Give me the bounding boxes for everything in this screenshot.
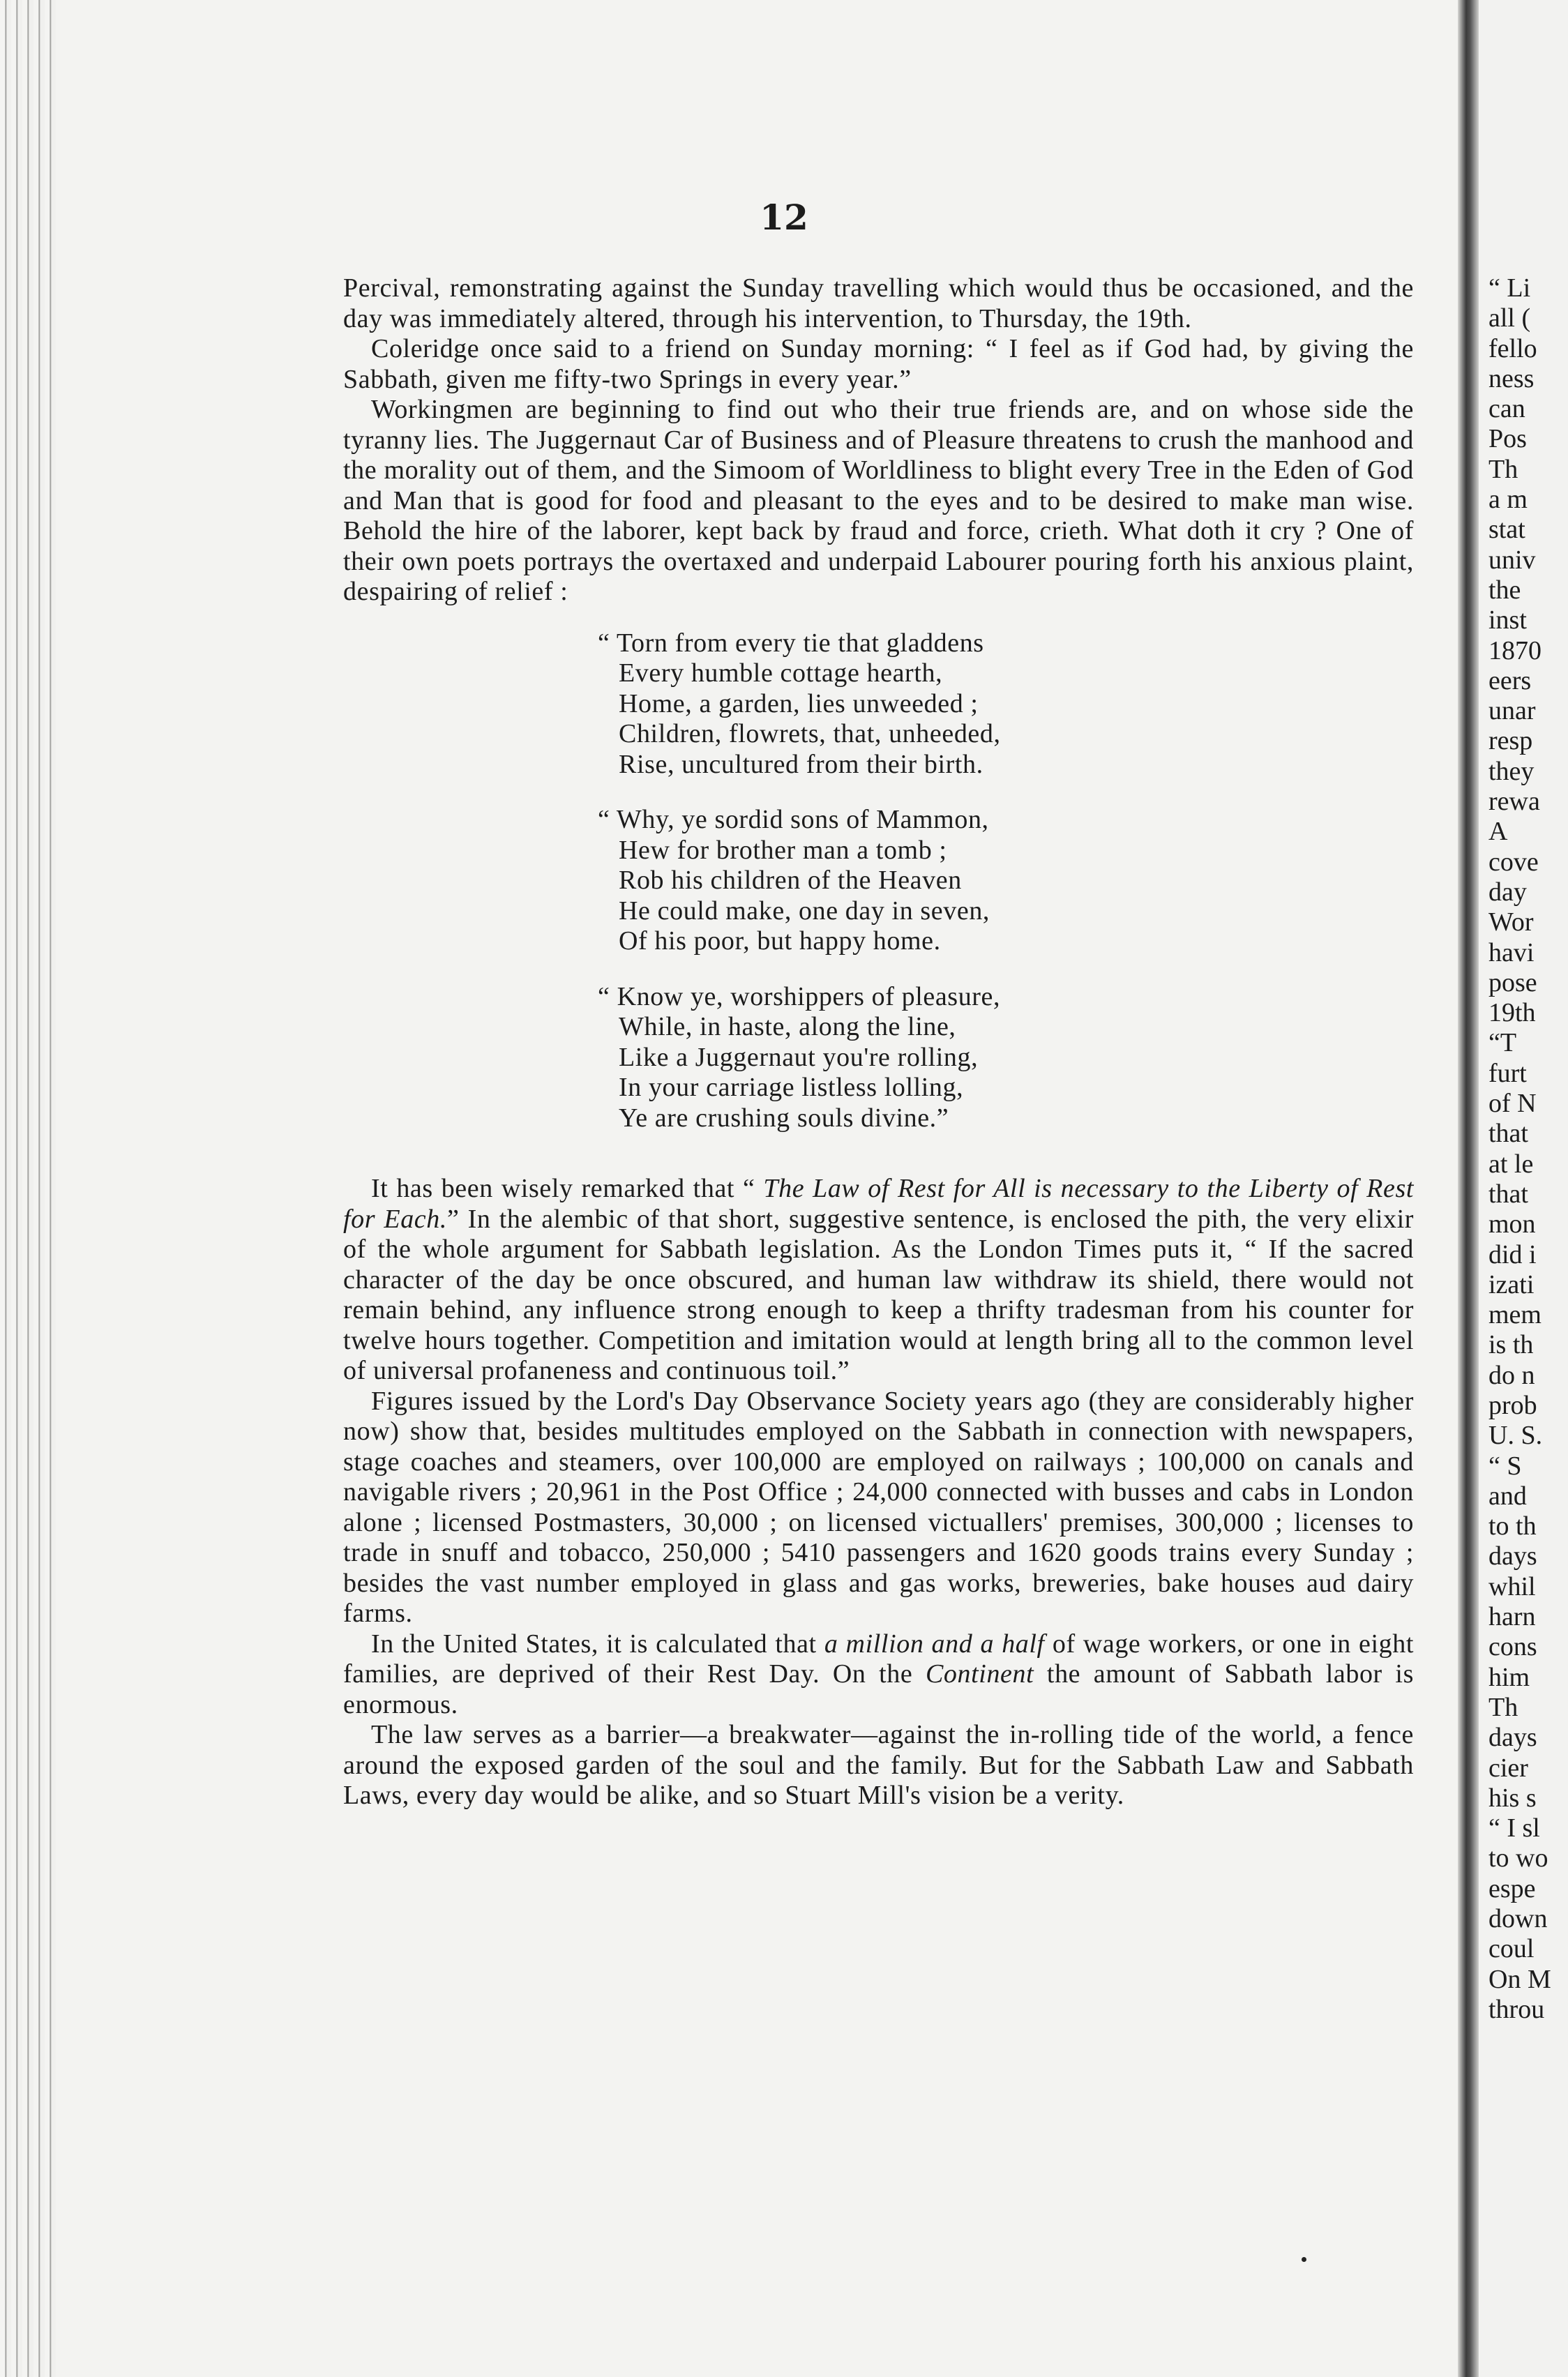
adjacent-page-line: havi [1488,937,1535,967]
adjacent-page-line: cier [1488,1753,1528,1783]
adjacent-page-line: that [1488,1179,1528,1209]
text-run: of wage workers, or one in eight families, are deprived of their Rest Day. On the [343,1629,1414,1689]
poem-stanza [598,628,1414,780]
poem-line: Rise, uncultured from their birth. [619,749,983,779]
adjacent-page-line: “ I sl [1488,1813,1540,1843]
adjacent-page-line: prob [1488,1390,1537,1420]
adjacent-page-line: cove [1488,847,1539,877]
adjacent-page-line: rewa [1488,787,1540,817]
adjacent-page-line: “ Li [1488,273,1531,303]
poem-line: “ Know ye, worshippers of pleasure, [598,981,1001,1011]
adjacent-page-line: A [1488,817,1508,847]
poem-line: Ye are crushing souls divine.” [619,1103,949,1133]
adjacent-page-line: at le [1488,1149,1534,1179]
poem [598,628,1414,1134]
adjacent-page-line: day [1488,877,1527,907]
adjacent-page-line: to th [1488,1511,1537,1541]
poem-line: In your carriage listless lolling, [619,1073,964,1102]
poem-line: While, in haste, along the line, [619,1012,956,1041]
paragraph: Workingmen are beginning to find out who their true friends are, and on whose side the tyranny lies. The Juggernaut Car of Business and of Pleasure threatens to crush the manhood and the morality out of them, and the Simoom of Worldliness to blight every Tree in the Eden of God and Man that is good for food and pleasant to the eyes and to be desired to make man wise. Behold the hire of the laborer, kept back by fraud and force, crieth. What doth it cry ? One of their own poets portrays the overtaxed and underpaid Labourer pouring forth his anxious plaint, despairing of relief : [343,395,1414,606]
adjacent-page-line: U. S. [1488,1421,1543,1451]
adjacent-page-line: whil [1488,1571,1536,1601]
poem-line: Like a Juggernaut you're rolling, [619,1042,979,1072]
ink-dot [1302,2257,1306,2262]
text-run: ” In the alembic of that short, suggestive sentence, is enclosed the pith, the very elixir of the whole argument for Sabbath legislation. As the London Times puts it, “ If the sacred character of the day be once obscured, and human law withdraw its shield, there would not remain behind, any influence strong enough to keep a thrifty tradesman from his counter for twelve hours together. Competition and imitation would at length bring all to the common level of universal profaneness and continuous toil.” [343,1204,1414,1385]
adjacent-page-line: throu [1488,1994,1545,2024]
poem-line: “ Torn from every tie that gladdens [598,628,984,658]
poem-line: Of his poor, but happy home. [619,926,941,956]
book-gutter [1458,0,1479,2377]
adjacent-page-line: resp [1488,726,1533,756]
adjacent-page-line: do n [1488,1360,1535,1390]
adjacent-page-line: mem [1488,1300,1541,1330]
adjacent-page-line: Th [1488,1692,1518,1722]
adjacent-page-line: 1870 [1488,635,1541,665]
adjacent-page-line: mon [1488,1209,1536,1239]
paragraph: Coleridge once said to a friend on Sunday morning: “ I feel as if God had, by giving the Sabbath, given me fifty-two Springs in every year.” [343,334,1414,394]
adjacent-page-line: all ( [1488,303,1531,333]
adjacent-page-line: can [1488,394,1525,424]
adjacent-page-line: inst [1488,605,1527,635]
poem-line: “ Why, ye sordid sons of Mammon, [598,805,989,834]
text-column [343,273,1414,1811]
poem-line: Every humble cottage hearth, [619,658,943,688]
adjacent-page-line: the [1488,575,1521,605]
adjacent-page-line: espe [1488,1873,1536,1903]
adjacent-page-line: days [1488,1541,1537,1571]
poem-line: Children, flowrets, that, unheeded, [619,719,1001,748]
text-run: the amount of Sabbath labor is enormous. [343,1659,1414,1719]
emphasis: Continent [925,1659,1034,1689]
adjacent-page-line: is th [1488,1330,1534,1360]
paragraph: Percival, remonstrating against the Sunday travelling which would thus be occasioned, and the day was immediately altered, through his intervention, to Thursday, the 19th. [343,273,1414,333]
adjacent-page-line: they [1488,756,1535,786]
adjacent-page-line: ness [1488,363,1535,393]
paragraph: Figures issued by the Lord's Day Observance Society years ago (they are considerably higher now) show that, besides multitudes employed on the Sabbath in connection with newspapers, stage coaches and steamers, over 100,000 are employed on railways ; 100,000 on canals and navigable rivers ; 20,961 in the Post Office ; 24,000 connected with busses and cabs in London alone ; licensed Postmasters, 30,000 ; on licensed victuallers' premises, 300,000 ; licenses to trade in snuff and tobacco, 250,000 ; 5410 passengers and 1620 goods trains every Sunday ; besides the vast number employed in glass and gas works, breweries, bake houses aud dairy farms. [343,1386,1414,1628]
adjacent-page-line: did i [1488,1239,1537,1269]
paragraph [343,1629,1414,1721]
poem-line: Hew for brother man a tomb ; [619,835,947,865]
adjacent-page-line: pose [1488,967,1537,997]
adjacent-page-line: eers [1488,665,1532,695]
adjacent-page-line: cons [1488,1632,1537,1662]
adjacent-page-line: izati [1488,1269,1535,1299]
adjacent-page-line: down [1488,1904,1548,1934]
adjacent-page-line: to wo [1488,1843,1548,1873]
paragraph: The law serves as a barrier—a breakwater—against the in-rolling tide of the world, a fence around the exposed garden of the soul and the family. But for the Sabbath Law and Sabbath Laws, every day would be alike, and so Stuart Mill's vision be a verity. [343,1720,1414,1810]
adjacent-page-text [1488,273,1568,2025]
adjacent-page-line: coul [1488,1934,1535,1964]
adjacent-page-line: a m [1488,485,1528,515]
emphasis: The Law of Rest for All is necessary to the Liberty of Rest for Each. [343,1174,1414,1234]
poem-line: He could make, one day in seven, [619,896,990,926]
adjacent-page-line: “ S [1488,1451,1522,1481]
adjacent-page-line: Wor [1488,907,1534,937]
adjacent-page-line: of N [1488,1089,1537,1119]
poem-stanza [598,981,1414,1134]
adjacent-page-line: furt [1488,1058,1527,1088]
adjacent-page-line: him [1488,1662,1530,1692]
poem-stanza [598,805,1414,957]
poem-line: Home, a garden, lies unweeded ; [619,688,979,718]
paragraph [343,1174,1414,1387]
adjacent-page-line: his s [1488,1783,1537,1813]
adjacent-page-line: stat [1488,515,1525,545]
adjacent-page-line: fello [1488,333,1537,363]
page-number: 12 [760,197,808,238]
adjacent-page-line: harn [1488,1602,1536,1632]
text-run: In the United States, it is calculated that [371,1629,824,1659]
adjacent-page-line: “T [1488,1028,1517,1058]
adjacent-page-line: and [1488,1481,1527,1511]
book-page-edges [0,0,56,2377]
adjacent-page-line: 19th [1488,998,1536,1028]
adjacent-page-line: univ [1488,545,1536,575]
adjacent-page-line: Th [1488,454,1518,484]
adjacent-page-line: On M [1488,1964,1551,1994]
adjacent-page-line: that [1488,1119,1528,1149]
poem-line: Rob his children of the Heaven [619,866,962,895]
adjacent-page-line: days [1488,1723,1537,1753]
emphasis: a million and a half [824,1629,1045,1659]
adjacent-page-line: Pos [1488,424,1527,454]
adjacent-page [1479,0,1568,2377]
text-run: It has been wisely remarked that “ [371,1174,764,1203]
adjacent-page-line: unar [1488,696,1536,726]
